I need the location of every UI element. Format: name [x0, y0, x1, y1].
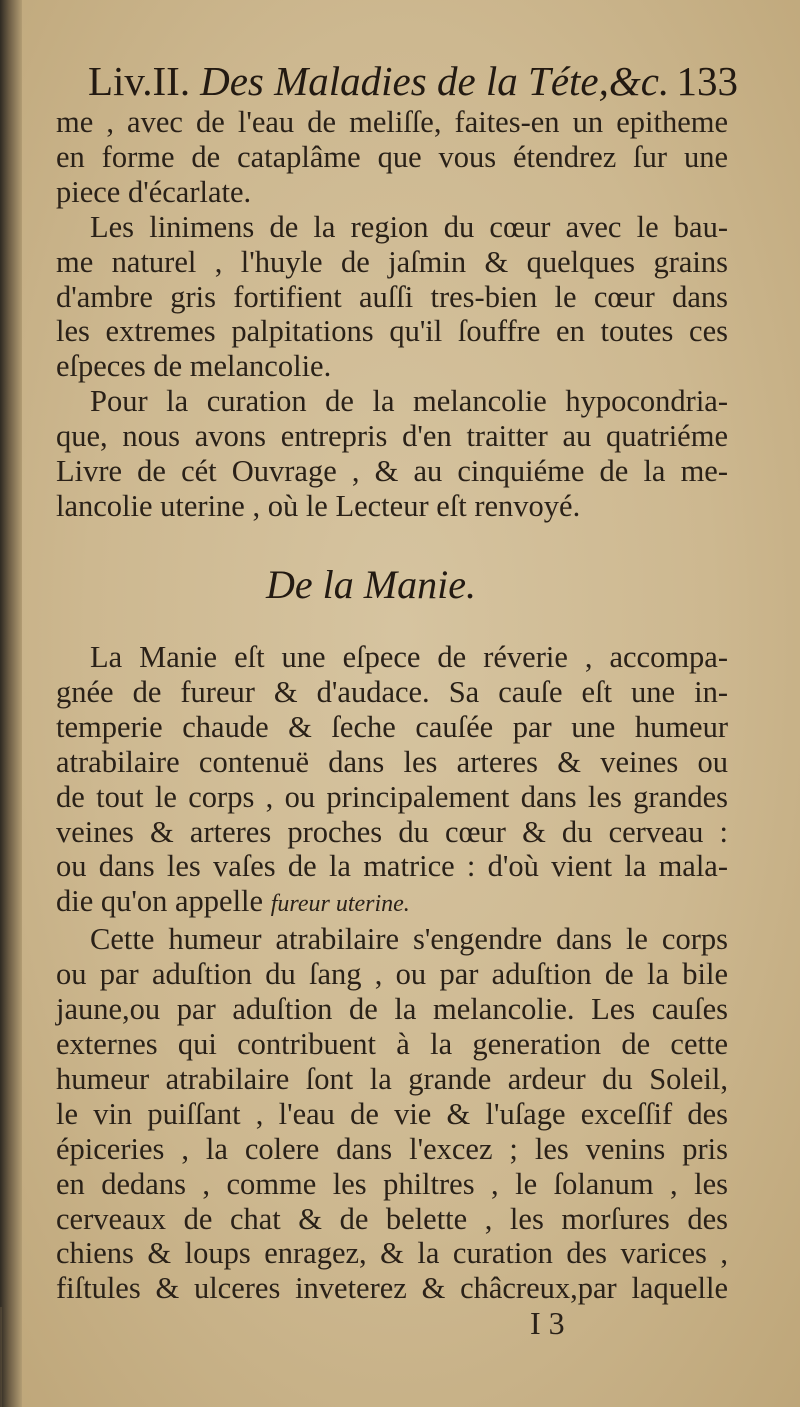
text-line: le vin puiſſant , l'eau de vie & l'uſage exceſſif des — [56, 1096, 728, 1131]
text-line: Pour la curation de la melancolie hypocondria- — [90, 384, 728, 419]
text-line: ou par aduſtion du ſang , ou par aduſtion de la bile — [56, 957, 728, 992]
running-title: Des Maladies de la Téte,&c. — [200, 58, 670, 104]
text-line: veines & arteres proches du cœur & du cerveau : — [56, 814, 728, 849]
text-line: atrabilaire contenuë dans les arteres & veines ou — [56, 744, 728, 779]
text-line: chiens & loups enragez, & la curation des varices , — [56, 1236, 728, 1271]
text-line: ou dans les vaſes de la matrice : d'où vient la mala- — [56, 849, 728, 884]
text-line: humeur atrabilaire ſont la grande ardeur du Soleil, — [56, 1061, 728, 1096]
text-line: La Manie eſt une eſpece de réverie , accompa- — [90, 640, 728, 674]
section-heading: De la Manie. — [266, 562, 476, 607]
text-line: me , avec de l'eau de meliſſe, faites-en un epitheme — [56, 105, 728, 139]
text-line: externes qui contribuent à la generation de cette — [56, 1026, 728, 1061]
text-line: Cette humeur atrabilaire s'engendre dans le corps — [90, 922, 728, 957]
section-2-body — [56, 640, 728, 1306]
text-line: cerveaux de chat & de belette , les morſures des — [56, 1201, 728, 1236]
text-line: les extremes palpitations qu'il ſouffre en toutes ces — [56, 314, 728, 349]
binding-gutter — [0, 0, 22, 1407]
text-line: eſpeces de melancolie. — [56, 349, 332, 384]
italic-term: fureur uterine. — [270, 891, 410, 918]
page-number: 133 — [676, 58, 738, 104]
text-line: me naturel , l'huyle de jaſmin & quelques grains — [56, 244, 728, 279]
text-line: d'ambre gris fortifient auſſi tres-bien le cœur dans — [56, 279, 728, 314]
text-line: temperie chaude & ſeche cauſée par une humeur — [56, 709, 728, 744]
text-line: jaune,ou par aduſtion de la melancolie. Les cauſes — [56, 992, 728, 1027]
section-1-body — [56, 105, 728, 524]
page-corner-mark — [0, 1307, 62, 1407]
running-header — [88, 56, 738, 106]
text-line: lancolie uterine , où le Lecteur eſt renvoyé. — [56, 488, 581, 523]
text-line: Les linimens de la region du cœur avec le bau- — [90, 209, 728, 244]
signature-mark: I 3 — [530, 1305, 565, 1341]
italic-line-prefix: die qu'on appelle — [56, 884, 264, 919]
text-line: fiſtules & ulceres inveterez & châcreux,par laquelle — [56, 1271, 728, 1306]
text-line: en dedans , comme les philtres , le ſolanum , les — [56, 1166, 728, 1201]
book-number: Liv.II. — [88, 58, 191, 104]
text-line: en forme de cataplâme que vous étendrez ſur une — [56, 139, 728, 174]
text-line: Livre de cét Ouvrage , & au cinquiéme de la me- — [56, 454, 728, 489]
text-line-with-italic — [56, 884, 728, 922]
text-line: que, nous avons entrepris d'en traitter au quatriéme — [56, 419, 728, 454]
text-line: gnée de fureur & d'audace. Sa cauſe eſt une in- — [56, 674, 728, 709]
text-line: épiceries , la colere dans l'excez ; les venins pris — [56, 1131, 728, 1166]
text-line: de tout le corps , ou principalement dans les grandes — [56, 779, 728, 814]
text-line: piece d'écarlate. — [56, 174, 252, 209]
